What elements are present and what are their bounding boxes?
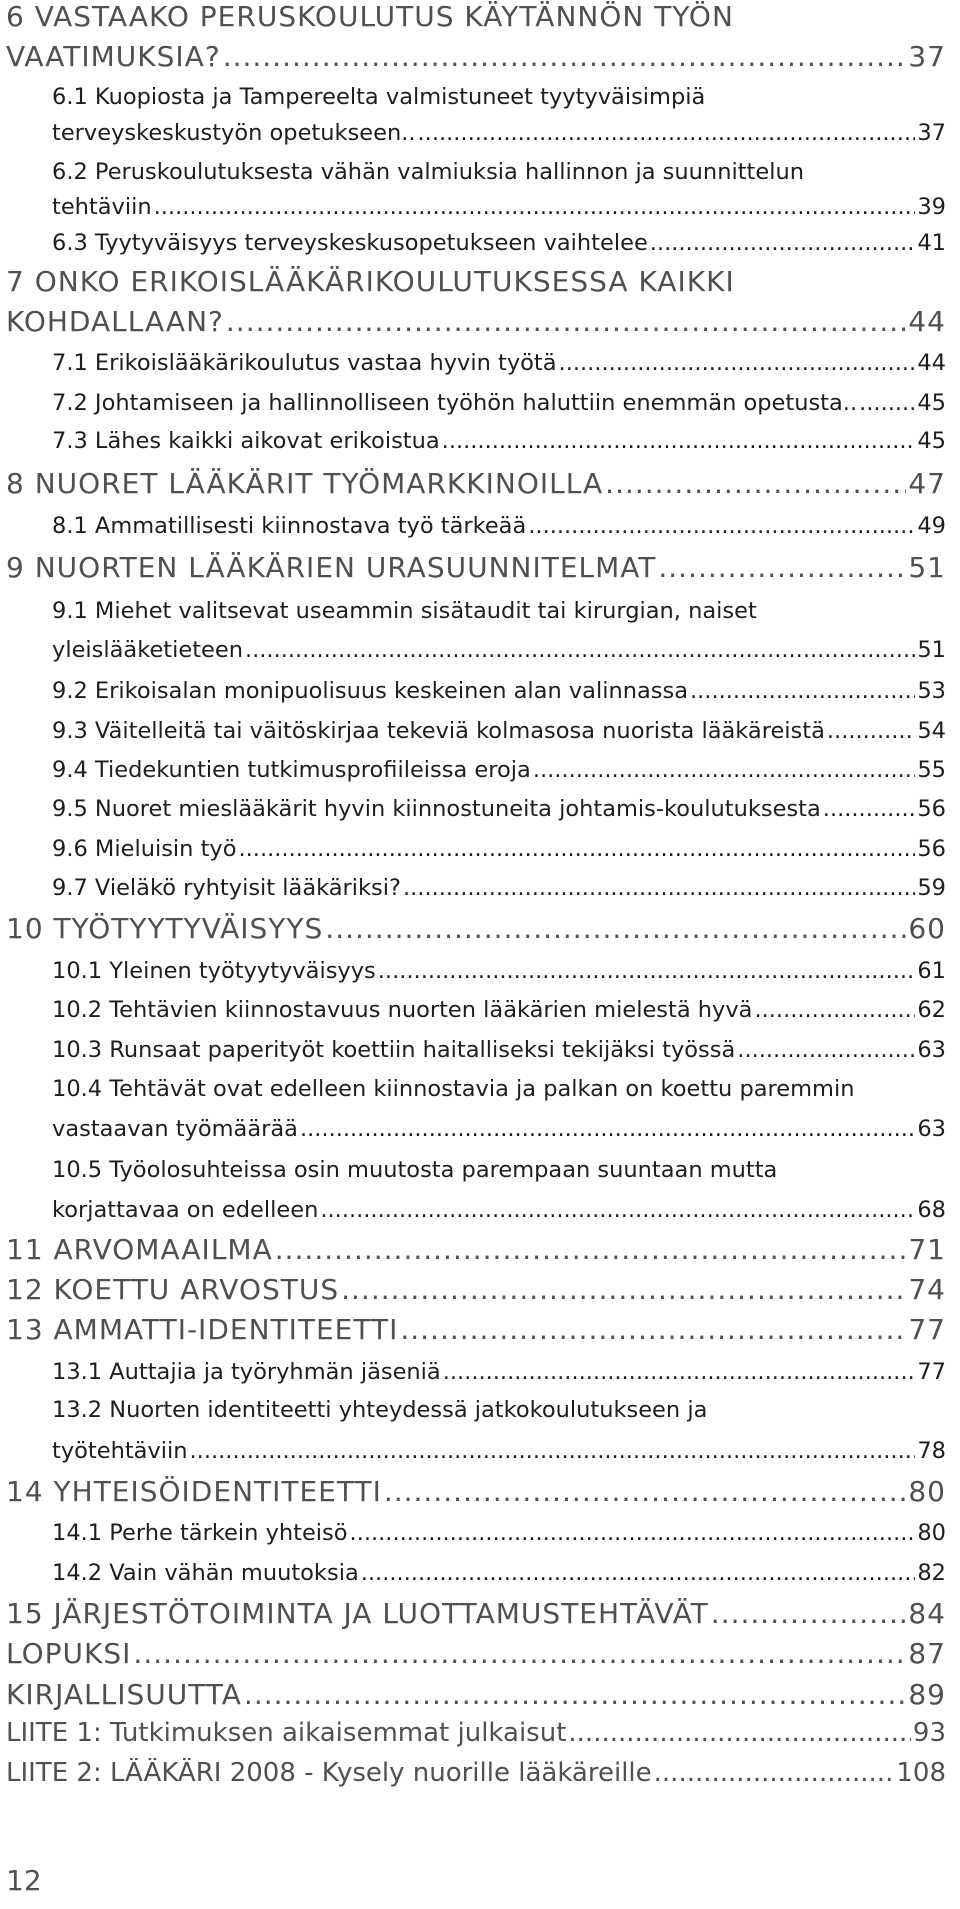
toc-entry-title: tehtäviin: [52, 194, 152, 220]
toc-entry-9-2[interactable]: [52, 678, 946, 704]
toc-page-number: 68: [917, 1197, 946, 1223]
toc-entry-title: 10.5 Työolosuhteissa osin muutosta parempaan suuntaan mutta: [52, 1157, 778, 1183]
dot-leader: [341, 1273, 906, 1306]
toc-entry-7-2[interactable]: [52, 390, 946, 416]
toc-page-number: 87: [908, 1637, 946, 1670]
toc-entry-title: 7 ONKO ERIKOISLÄÄKÄRIKOULUTUKSESSA KAIKKI: [6, 265, 735, 298]
toc-entry-title: 7.2 Johtamiseen ja hallinnolliseen työhön haluttiin enemmän opetusta..: [52, 390, 858, 416]
toc-entry-title: 13 AMMATTI-IDENTITEETTI: [6, 1313, 399, 1346]
toc-entry-title: 14.1 Perhe tärkein yhteisö: [52, 1520, 348, 1546]
dot-leader: [533, 757, 916, 783]
toc-entry-title: KIRJALLISUUTTA: [6, 1678, 242, 1711]
toc-entry-10-5-cont[interactable]: [52, 1197, 946, 1223]
toc-entry-title: 14.2 Vain vähän muutoksia: [52, 1560, 359, 1586]
toc-entry-title: 12 KOETTU ARVOSTUS: [6, 1273, 340, 1306]
dot-leader: [154, 194, 916, 220]
toc-page-number: 74: [908, 1273, 946, 1306]
dot-leader: [690, 678, 915, 704]
toc-entry-title: 10 TYÖTYYTYVÄISYYS: [6, 912, 324, 945]
dot-leader: [403, 875, 915, 901]
toc-entry-liite-1[interactable]: [6, 1718, 946, 1748]
dot-leader: [239, 836, 916, 862]
toc-entry-6-1-cont[interactable]: [52, 120, 946, 146]
dot-leader: [325, 912, 906, 945]
dot-leader: [378, 958, 916, 984]
toc-entry-title: LIITE 1: Tutkimuksen aikaisemmat julkaisut: [6, 1718, 567, 1748]
toc-entry-14-1[interactable]: [52, 1520, 946, 1546]
toc-page-number: 51: [908, 551, 946, 584]
toc-entry-6-2-cont[interactable]: [52, 194, 946, 220]
toc-entry-9-4[interactable]: [52, 757, 946, 783]
toc-entry-chapter-9[interactable]: [6, 551, 946, 584]
toc-page-number: 63: [917, 1116, 946, 1142]
toc-entry-title: 6.2 Peruskoulutuksesta vähän valmiuksia hallinnon ja suunnittelun: [52, 159, 804, 185]
dot-leader: [737, 1037, 915, 1063]
toc-page-number: 78: [917, 1438, 946, 1464]
dot-leader: [650, 230, 916, 256]
toc-entry-10-5[interactable]: [52, 1157, 946, 1183]
toc-entry-9-7[interactable]: [52, 875, 946, 901]
toc-entry-chapter-10[interactable]: [6, 912, 946, 945]
dot-leader: [827, 718, 915, 744]
toc-entry-7-3[interactable]: [52, 428, 946, 454]
toc-entry-title: 10.2 Tehtävien kiinnostavuus nuorten lääkärien mielestä hyvä: [52, 997, 753, 1023]
toc-entry-chapter-6-cont[interactable]: [6, 40, 946, 73]
toc-entry-chapter-7-cont[interactable]: [6, 305, 946, 338]
toc-page-number: 108: [896, 1758, 946, 1788]
toc-entry-title: yleislääketieteen: [52, 637, 243, 663]
toc-entry-10-3[interactable]: [52, 1037, 946, 1063]
toc-entry-title: 13.1 Auttajia ja työryhmän jäseniä: [52, 1359, 441, 1385]
toc-entry-10-1[interactable]: [52, 958, 946, 984]
toc-entry-title: 9.5 Nuoret mieslääkärit hyvin kiinnostuneita johtamis-koulutuksesta: [52, 796, 821, 822]
dot-leader: [528, 513, 915, 539]
toc-entry-title: terveyskeskustyön opetukseen..: [52, 120, 416, 146]
toc-entry-title: 9.2 Erikoisalan monipuolisuus keskeinen alan valinnassa: [52, 678, 688, 704]
toc-page-number: 60: [908, 912, 946, 945]
dot-leader: [350, 1520, 916, 1546]
toc-entry-chapter-15[interactable]: [6, 1597, 946, 1630]
toc-entry-13-2[interactable]: [52, 1397, 946, 1423]
toc-entry-title: 6.1 Kuopiosta ja Tampereelta valmistuneet tyytyväisimpiä: [52, 84, 706, 110]
toc-page-number: 80: [908, 1475, 946, 1508]
toc-page-number: 89: [908, 1678, 946, 1711]
dot-leader: [568, 1718, 911, 1748]
toc-entry-chapter-11[interactable]: [6, 1233, 946, 1266]
toc-page-number: 62: [917, 997, 946, 1023]
toc-entry-9-3[interactable]: [52, 718, 946, 744]
toc-entry-title: 15 JÄRJESTÖTOIMINTA JA LUOTTAMUSTEHTÄVÄT: [6, 1597, 709, 1630]
toc-entry-title: 10.1 Yleinen työtyytyväisyys: [52, 958, 376, 984]
dot-leader: [823, 796, 916, 822]
dot-leader: [442, 428, 916, 454]
toc-entry-title: 9.3 Väitelleitä tai väitöskirjaa tekeviä kolmasosa nuorista lääkäreistä: [52, 718, 825, 744]
toc-entry-14-2[interactable]: [52, 1560, 946, 1586]
toc-entry-title: 9.4 Tiedekuntien tutkimusprofiileissa eroja: [52, 757, 531, 783]
toc-entry-title: korjattavaa on edelleen: [52, 1197, 319, 1223]
dot-leader: [754, 997, 915, 1023]
toc-page-number: 54: [917, 718, 946, 744]
toc-page-number: 49: [917, 513, 946, 539]
dot-leader: [443, 1359, 916, 1385]
dot-leader: [418, 120, 916, 146]
toc-entry-10-4[interactable]: [52, 1076, 946, 1102]
toc-page-number: 39: [917, 194, 946, 220]
toc-entry-chapter-13[interactable]: [6, 1313, 946, 1346]
toc-entry-chapter-12[interactable]: [6, 1273, 946, 1306]
toc-page-number: 63: [917, 1037, 946, 1063]
toc-page-number: 56: [917, 796, 946, 822]
dot-leader: [400, 1313, 906, 1346]
toc-entry-title: 8.1 Ammatillisesti kiinnostava työ tärkeää: [52, 513, 527, 539]
toc-page-number: 37: [917, 120, 946, 146]
toc-entry-title: 13.2 Nuorten identiteetti yhteydessä jatkokoulutukseen ja: [52, 1397, 708, 1423]
dot-leader: [244, 1678, 906, 1711]
dot-leader: [223, 40, 907, 73]
toc-entry-title: 9.1 Miehet valitsevat useammin sisätaudit tai kirurgian, naiset: [52, 598, 757, 624]
toc-page-number: 56: [917, 836, 946, 862]
toc-entry-10-2[interactable]: [52, 997, 946, 1023]
toc-page-number: 71: [908, 1233, 946, 1266]
toc-entry-6-1[interactable]: [52, 84, 946, 110]
toc-entry-title: 10.4 Tehtävät ovat edelleen kiinnostavia ja palkan on koettu paremmin: [52, 1076, 855, 1102]
dot-leader: [654, 1758, 895, 1788]
toc-entry-chapter-8[interactable]: [6, 467, 946, 500]
toc-page-number: 55: [917, 757, 946, 783]
toc-entry-10-4-cont[interactable]: [52, 1116, 946, 1142]
toc-entry-title: 14 YHTEISÖIDENTITEETTI: [6, 1475, 382, 1508]
dot-leader: [133, 1637, 906, 1670]
toc-entry-liite-2[interactable]: [6, 1758, 946, 1788]
toc-page-number: 82: [917, 1560, 946, 1586]
toc-entry-title: KOHDALLAAN?: [6, 305, 224, 338]
page-number: 12: [6, 1864, 42, 1897]
toc-page-number: 44: [908, 305, 946, 338]
toc-entry-title: 9.7 Vieläkö ryhtyisit lääkäriksi?: [52, 875, 401, 901]
toc-entry-kirjallisuutta[interactable]: [6, 1678, 946, 1711]
dot-leader: [361, 1560, 916, 1586]
toc-page-number: 45: [917, 428, 946, 454]
dot-leader: [226, 305, 906, 338]
dot-leader: [559, 350, 916, 376]
dot-leader: [275, 1233, 907, 1266]
toc-entry-6-3[interactable]: [52, 230, 946, 256]
toc-page-number: 53: [917, 678, 946, 704]
toc-page-number: 44: [917, 350, 946, 376]
toc-entry-9-1[interactable]: [52, 598, 946, 624]
toc-page-number: 59: [917, 875, 946, 901]
toc-entry-13-2-cont[interactable]: [52, 1438, 946, 1464]
toc-entry-title: 10.3 Runsaat paperityöt koettiin haitalliseksi tekijäksi työssä: [52, 1037, 736, 1063]
toc-entry-8-1[interactable]: [52, 513, 946, 539]
dot-leader: [859, 390, 915, 416]
toc-entry-9-6[interactable]: [52, 836, 946, 862]
toc-entry-chapter-7[interactable]: [6, 265, 946, 298]
dot-leader: [605, 467, 906, 500]
toc-entry-title: vastaavan työmäärää: [52, 1116, 298, 1142]
toc-page-number: 45: [917, 390, 946, 416]
toc-entry-title: 7.3 Lähes kaikki aikovat erikoistua: [52, 428, 440, 454]
toc-entry-13-1[interactable]: [52, 1359, 946, 1385]
toc-entry-title: 9.6 Mieluisin työ: [52, 836, 237, 862]
toc-page-number: 61: [917, 958, 946, 984]
dot-leader: [320, 1197, 915, 1223]
toc-page-number: 80: [917, 1520, 946, 1546]
toc-entry-title: LIITE 2: LÄÄKÄRI 2008 - Kysely nuorille lääkäreille: [6, 1758, 652, 1788]
toc-entry-title: 11 ARVOMAAILMA: [6, 1233, 273, 1266]
toc-entry-title: 7.1 Erikoislääkärikoulutus vastaa hyvin työtä: [52, 350, 557, 376]
dot-leader: [711, 1597, 907, 1630]
toc-entry-chapter-6[interactable]: [6, 0, 946, 33]
toc-entry-7-1[interactable]: [52, 350, 946, 376]
toc-entry-9-1-cont[interactable]: [52, 637, 946, 663]
toc-entry-9-5[interactable]: [52, 796, 946, 822]
toc-page-number: 41: [917, 230, 946, 256]
dot-leader: [658, 551, 906, 584]
toc-entry-title: VAATIMUKSIA?: [6, 40, 221, 73]
toc-entry-6-2[interactable]: [52, 159, 946, 185]
dot-leader: [384, 1475, 907, 1508]
toc-entry-title: 6 VASTAAKO PERUSKOULUTUS KÄYTÄNNÖN TYÖN: [6, 0, 734, 33]
toc-entry-title: LOPUKSI: [6, 1637, 132, 1670]
toc-entry-title: 6.3 Tyytyväisyys terveyskeskusopetukseen vaihtelee: [52, 230, 648, 256]
toc-page-number: 77: [908, 1313, 946, 1346]
toc-entry-title: 8 NUORET LÄÄKÄRIT TYÖMARKKINOILLA: [6, 467, 604, 500]
toc-page-number: 51: [917, 637, 946, 663]
toc-page-number: 93: [912, 1718, 946, 1748]
toc-page-number: 47: [908, 467, 946, 500]
toc-entry-chapter-14[interactable]: [6, 1475, 946, 1508]
toc-entry-title: työtehtäviin: [52, 1438, 188, 1464]
toc-entry-lopuksi[interactable]: [6, 1637, 946, 1670]
toc-page-number: 37: [908, 40, 946, 73]
dot-leader: [245, 637, 915, 663]
dot-leader: [190, 1438, 916, 1464]
toc-page-number: 77: [917, 1359, 946, 1385]
toc-entry-title: 9 NUORTEN LÄÄKÄRIEN URASUUNNITELMAT: [6, 551, 657, 584]
toc-page-number: 84: [908, 1597, 946, 1630]
dot-leader: [300, 1116, 915, 1142]
